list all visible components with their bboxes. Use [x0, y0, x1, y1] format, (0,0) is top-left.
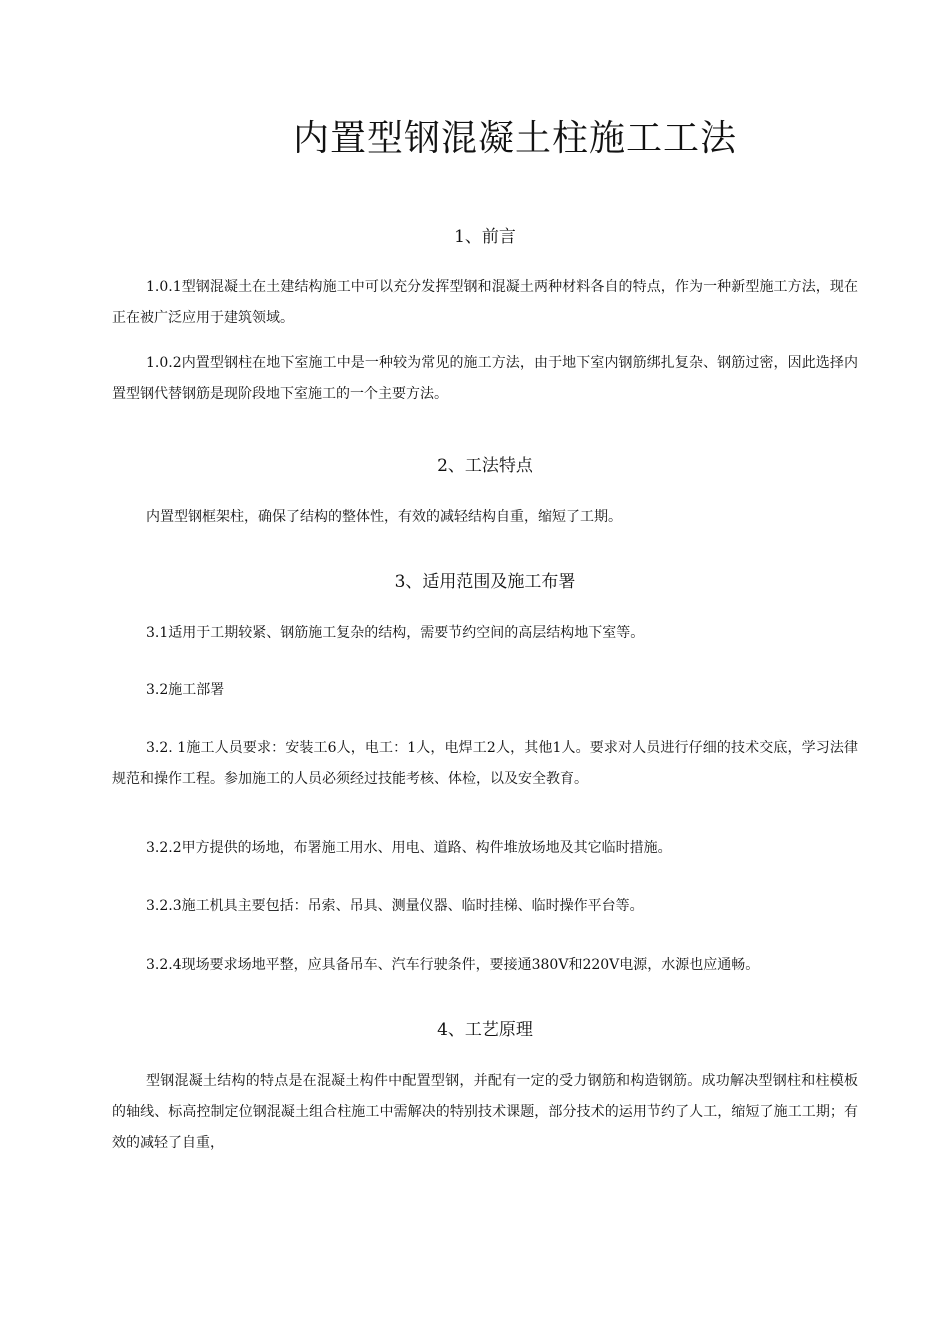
paragraph-3-2-4: 3.2.4现场要求场地平整，应具备吊车、汽车行驶条件，要接通380V和220V电源，水源也应通畅。: [146, 957, 760, 973]
document-title: 内置型钢混凝土柱施工工法: [292, 118, 737, 159]
paragraph-3-2-2: 3.2.2甲方提供的场地，布署施工用水、用电、道路、构件堆放场地及其它临时措施。: [146, 840, 672, 856]
paragraph-1-0-1: 1.0.1型钢混凝土在土建结构施工中可以充分发挥型钢和混凝土两种材料各自的特点，作为一种新型施工方法，现在正在被广泛应用于建筑领域。: [112, 279, 858, 326]
paragraph-features: 内置型钢框架柱，确保了结构的整体性，有效的减轻结构自重，缩短了工期。: [146, 509, 622, 525]
paragraph-1-0-2: 1.0.2内置型钢柱在地下室施工中是一种较为常见的施工方法，由于地下室内钢筋绑扎复杂、钢筋过密，因此选择内置型钢代替钢筋是现阶段地下室施工的一个主要方法。: [112, 355, 858, 402]
section-heading-scope: 3、适用范围及施工布署: [394, 572, 576, 592]
paragraph-3-1: 3.1适用于工期较紧、钢筋施工复杂的结构，需要节约空间的高层结构地下室等。: [146, 625, 645, 641]
section-heading-preface: 1、前言: [454, 227, 516, 247]
section-heading-principle: 4、工艺原理: [437, 1020, 533, 1040]
section-heading-features: 2、工法特点: [437, 456, 533, 476]
paragraph-3-2-1: 3.2. 1施工人员要求：安装工6人，电工：1人，电焊工2人，其他1人。要求对人员进行仔细的技术交底，学习法律规范和操作工程。参加施工的人员必须经过技能考核、体检，以及安全教育。: [112, 740, 858, 787]
paragraph-3-2-3: 3.2.3施工机具主要包括：吊索、吊具、测量仪器、临时挂梯、临时操作平台等。: [146, 898, 644, 914]
paragraph-principle: 型钢混凝土结构的特点是在混凝土构件中配置型钢，并配有一定的受力钢筋和构造钢筋。成功解决型钢柱和柱模板的轴线、标高控制定位钢混凝土组合柱施工中需解决的特别技术课题，部分技术的运用节约了人工，缩短了施工工期；有效的减轻了自重，: [112, 1073, 858, 1151]
paragraph-3-2: 3.2施工部署: [146, 682, 225, 698]
